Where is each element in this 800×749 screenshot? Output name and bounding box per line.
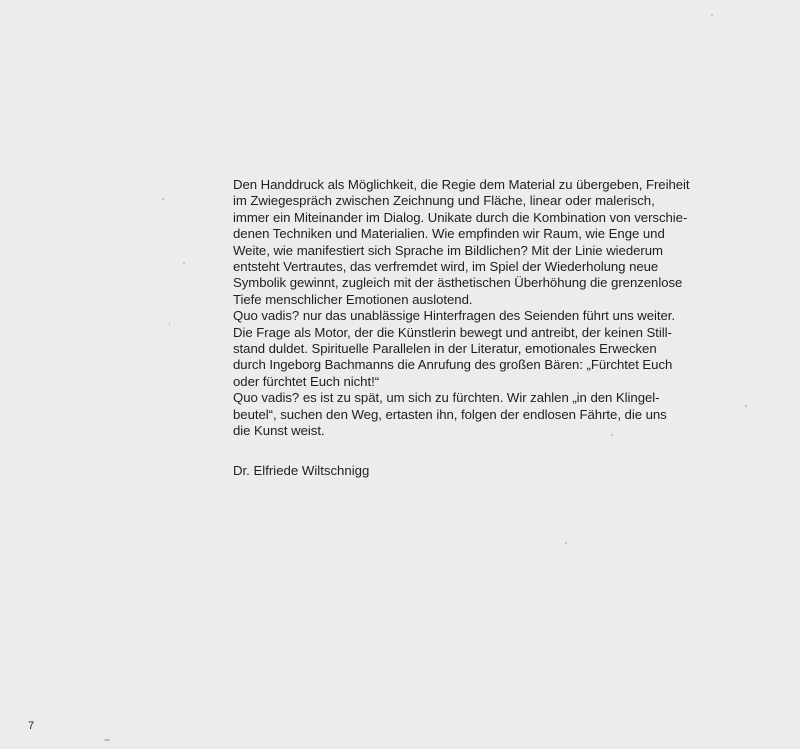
text-line: immer ein Miteinander im Dialog. Unikate durch die Kombination von verschie- [233, 209, 688, 225]
scan-speck [104, 739, 110, 741]
text-line: im Zwiegespräch zwischen Zeichnung und Fläche, linear oder malerisch, [233, 193, 655, 209]
text-line: die Kunst weist. [233, 423, 325, 439]
text-line: beutel“, suchen den Weg, ertasten ihn, folgen der endlosen Fährte, die uns [233, 406, 667, 422]
text-line: denen Techniken und Materialien. Wie empfinden wir Raum, wie Enge und [233, 226, 665, 242]
text-line: Weite, wie manifestiert sich Sprache im Bildlichen? Mit der Linie wiederum [233, 242, 663, 258]
text-line: oder fürchtet Euch nicht!“ [233, 373, 380, 389]
scan-speck [169, 323, 170, 326]
text-line: durch Ingeborg Bachmanns die Anrufung des großen Bären: „Fürchtet Euch [233, 357, 673, 373]
scan-speck [611, 434, 613, 436]
text-line: Tiefe menschlicher Emotionen auslotend. [233, 291, 473, 307]
text-line: stand duldet. Spirituelle Parallelen in der Literatur, emotionales Erwecken [233, 341, 657, 357]
author-signature: Dr. Elfriede Wiltschnigg [233, 463, 370, 478]
scan-speck [711, 14, 713, 16]
scan-speck [565, 542, 567, 544]
body-text [233, 177, 690, 440]
text-line: Den Handdruck als Möglichkeit, die Regie dem Material zu übergeben, Freiheit [233, 177, 690, 192]
text-line: entsteht Vertrautes, das verfremdet wird, im Spiel der Wiederholung neue [233, 259, 659, 275]
text-line: Quo vadis? es ist zu spät, um sich zu fürchten. Wir zahlen „in den Klingel- [233, 390, 660, 406]
scan-speck [183, 262, 185, 264]
text-line: Die Frage als Motor, der die Künstlerin bewegt und antreibt, der keinen Still- [233, 324, 672, 340]
scan-speck [162, 198, 164, 200]
page-number: 7 [28, 720, 35, 732]
scan-speck [745, 405, 747, 407]
text-line: Symbolik gewinnt, zugleich mit der ästhetischen Überhöhung die grenzenlose [233, 275, 683, 291]
text-line: Quo vadis? nur das unablässige Hinterfragen des Seienden führt uns weiter. [233, 308, 676, 324]
